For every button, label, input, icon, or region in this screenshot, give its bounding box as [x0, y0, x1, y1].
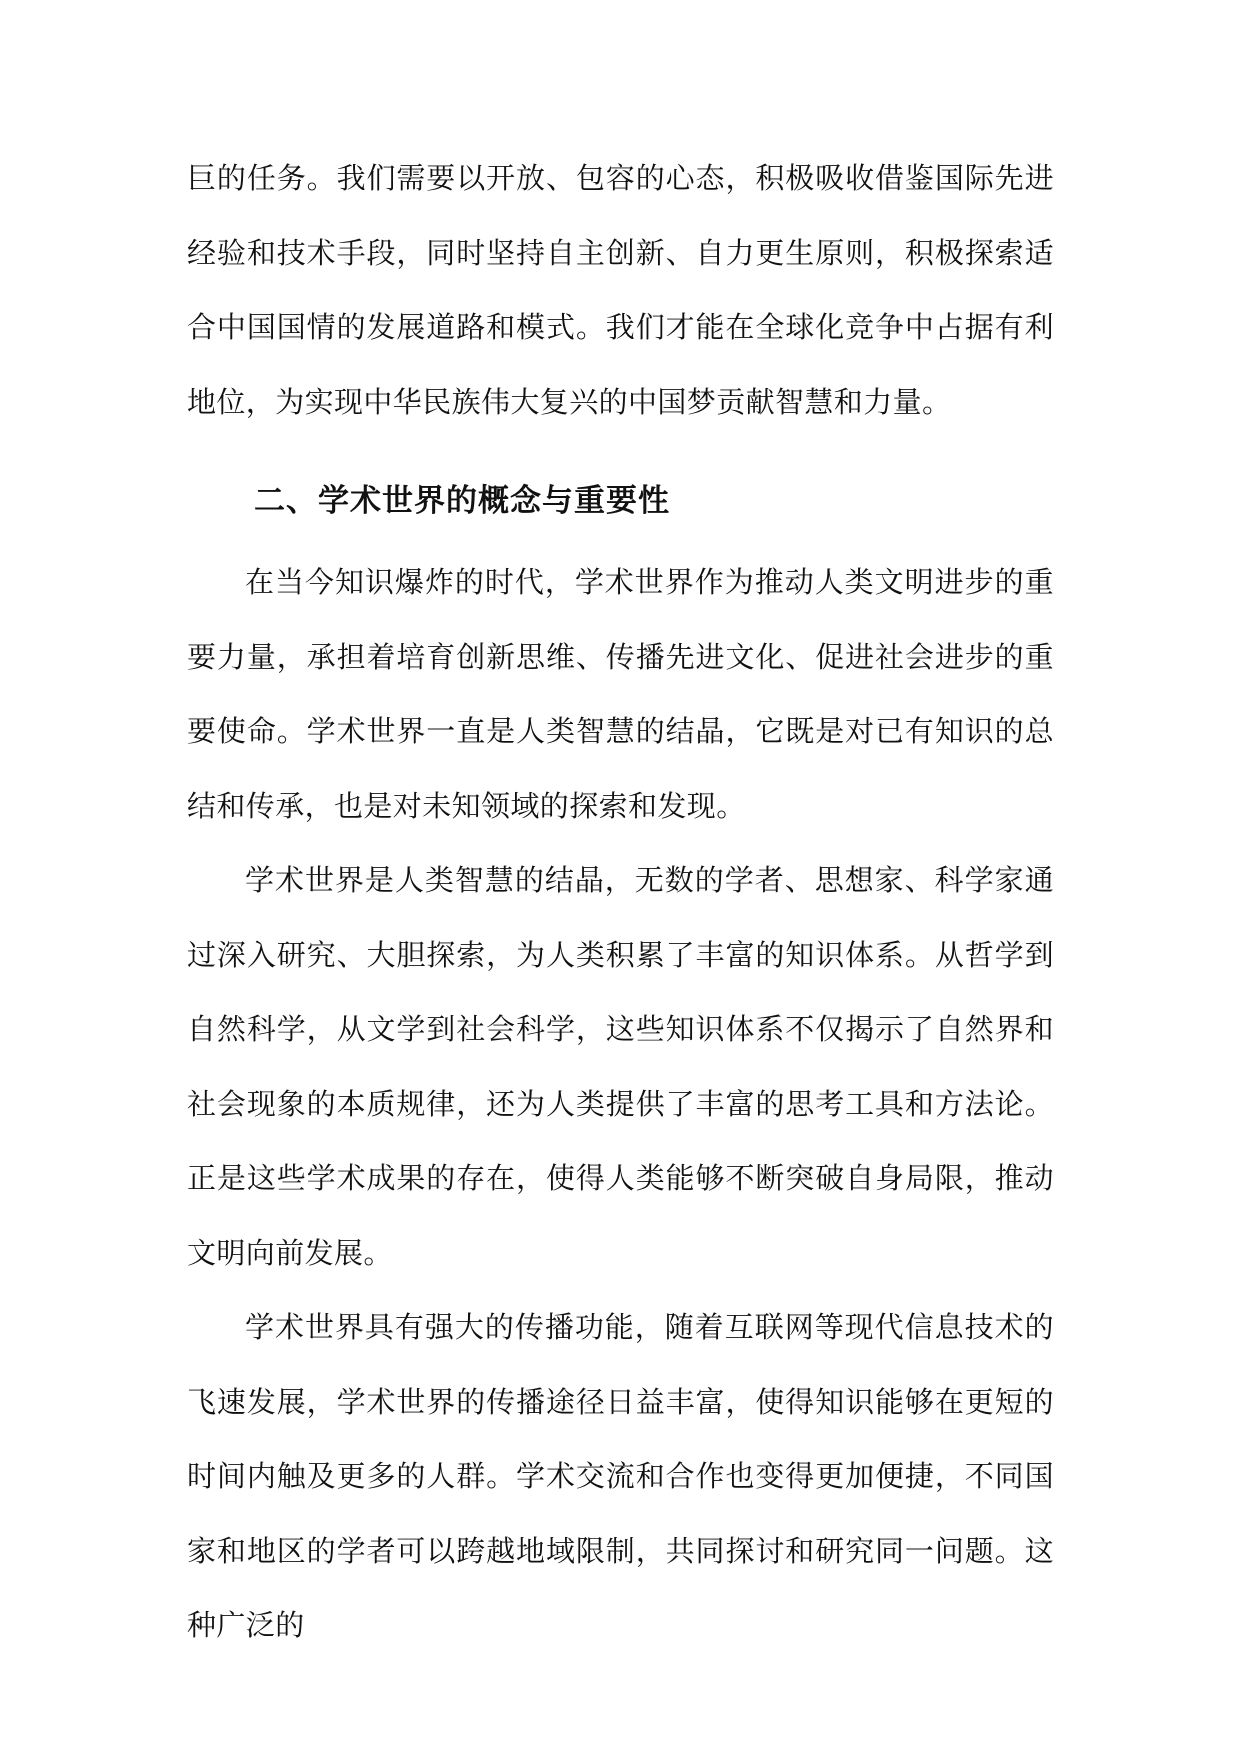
document-body: [187, 141, 1054, 1663]
paragraph-2: 学术世界是人类智慧的结晶，无数的学者、思想家、科学家通过深入研究、大胆探索，为人类积累了丰富的知识体系。从哲学到自然科学，从文学到社会科学，这些知识体系不仅揭示了自然界和社会现象的本质规律，还为人类提供了丰富的思考工具和方法论。正是这些学术成果的存在，使得人类能够不断突破自身局限，推动文明向前发展。: [187, 863, 1054, 1270]
section-heading: 二、学术世界的概念与重要性: [254, 483, 670, 519]
paragraph-1: 在当今知识爆炸的时代，学术世界作为推动人类文明进步的重要力量，承担着培育创新思维、传播先进文化、促进社会进步的重要使命。学术世界一直是人类智慧的结晶，它既是对已有知识的总结和传承，也是对未知领域的探索和发现。: [187, 565, 1054, 823]
continuation-paragraph: 巨的任务。我们需要以开放、包容的心态，积极吸收借鉴国际先进经验和技术手段，同时坚持自主创新、自力更生原则，积极探索适合中国国情的发展道路和模式。我们才能在全球化竞争中占据有利地位，为实现中华民族伟大复兴的中国梦贡献智慧和力量。: [187, 161, 1054, 419]
paragraph-3: 学术世界具有强大的传播功能，随着互联网等现代信息技术的飞速发展，学术世界的传播途径日益丰富，使得知识能够在更短的时间内触及更多的人群。学术交流和合作也变得更加便捷，不同国家和地区的学者可以跨越地域限制，共同探讨和研究同一问题。这种广泛的: [187, 1310, 1054, 1642]
